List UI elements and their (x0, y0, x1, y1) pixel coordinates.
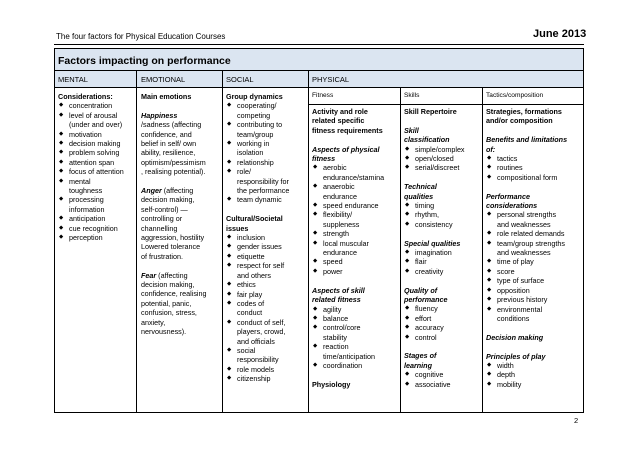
list-item (404, 257, 481, 266)
cultural-list (226, 233, 307, 384)
list-item-text: ◆ aerobic (323, 163, 347, 173)
text-line: fitness requirements (312, 125, 383, 135)
list-item (486, 229, 582, 238)
text-line: of: (486, 144, 496, 154)
list-item-text: ◆ timing (415, 201, 435, 211)
list-item (404, 323, 481, 332)
list-item (58, 195, 135, 214)
list-item (312, 305, 399, 314)
list-item-text: ◆ personal strengths (497, 210, 557, 220)
list-item-text: and weaknesses (497, 219, 551, 229)
list-item (404, 267, 481, 276)
document-date: June 2013 (533, 28, 587, 40)
list-item (404, 210, 481, 219)
list-item-text: ◆ agility (323, 304, 342, 314)
skill-fitness-list (312, 305, 399, 371)
list-item-text: ◆ score (497, 266, 515, 276)
stages-list (404, 370, 481, 389)
benefits-list (486, 154, 582, 182)
principles-heading: Principles of play (486, 351, 546, 361)
list-item-text: ◆ cooperating/ (237, 101, 277, 111)
text-line: Technical (404, 182, 437, 192)
list-item (312, 323, 399, 342)
text-line: Activity and role (312, 107, 368, 116)
text-line: confidence, and (141, 129, 192, 139)
physical-fitness-list (312, 163, 399, 276)
skill-classification-heading (404, 126, 481, 145)
subheader-skills: Skills (404, 92, 420, 99)
list-item (486, 173, 582, 182)
list-item-text: ◆ citizenship (237, 374, 271, 384)
subheader-fitness: Fitness (312, 92, 334, 99)
column-divider (482, 88, 483, 412)
subheader-tactics: Tactics/composition (486, 92, 544, 99)
list-item (486, 267, 582, 276)
list-item-text: ◆ working in (237, 139, 270, 149)
text-line: Skill (404, 125, 419, 135)
text-line: anxiety, (141, 317, 166, 327)
list-item (486, 286, 582, 295)
list-item-text: competing (237, 110, 271, 120)
list-item-text: ◆ inclusion (237, 233, 265, 243)
list-item (486, 361, 582, 370)
quality-heading (404, 286, 481, 305)
list-item-text: endurance/stamina (323, 172, 385, 182)
category-emotional: EMOTIONAL (141, 75, 186, 84)
list-item-text: ◆ problem solving (69, 148, 120, 158)
list-item-text: players, crowd, (237, 327, 286, 337)
fear-title: Fear (141, 270, 157, 280)
list-item-text: ◆ decision making (69, 139, 121, 149)
emotional-column (141, 92, 221, 337)
list-item-text: ◆ environmental (497, 304, 543, 314)
list-item-text: ◆ control (415, 332, 437, 342)
list-item (226, 139, 307, 158)
mental-heading: Considerations: (58, 92, 113, 101)
text-line: issues (226, 223, 249, 233)
list-item-text: ◆ speed (323, 257, 343, 267)
text-line: and/or composition (486, 116, 553, 126)
mental-list (58, 101, 135, 242)
list-item-text: ◆ compositional form (497, 172, 558, 182)
list-item-text: toughness (69, 186, 103, 196)
list-item-text: and weaknesses (497, 248, 551, 258)
text-line: of frustration. (141, 251, 183, 261)
list-item-text: ◆ depth (497, 370, 515, 380)
category-mental: MENTAL (58, 75, 88, 84)
mental-column (58, 92, 135, 243)
list-item (404, 333, 481, 342)
list-item (486, 257, 582, 266)
fear-line: Fear (affecting (141, 270, 188, 280)
page-number: 2 (574, 416, 579, 425)
list-item (58, 130, 135, 139)
benefits-heading (486, 135, 582, 154)
text-line: ability, resilience, (141, 148, 196, 158)
list-item-text: ◆ cue recognition (69, 223, 118, 233)
fear-description (141, 280, 221, 336)
text-line: aggression, hostility (141, 233, 205, 243)
text-line: considerations (486, 201, 538, 211)
list-item-text: ◆ etiquette (237, 251, 265, 261)
list-item-text: ◆ accuracy (415, 323, 444, 333)
list-item (226, 261, 307, 280)
list-item (226, 158, 307, 167)
special-qualities-list (404, 248, 481, 276)
list-item (312, 342, 399, 361)
list-item (226, 318, 307, 346)
text-line: performance (404, 295, 448, 305)
considerations-list (486, 210, 582, 323)
table-title: Factors impacting on performance (55, 49, 583, 71)
group-dynamics-heading: Group dynamics (226, 92, 283, 101)
fitness-column (312, 107, 399, 389)
physiology-heading: Physiology (312, 379, 351, 389)
subheader-divider (308, 104, 583, 105)
skills-column (404, 107, 481, 389)
list-item-text: ◆ time of play (497, 257, 534, 267)
list-item-text: ◆ rhythm, (415, 210, 439, 220)
list-item-text: information (69, 204, 105, 214)
list-item (312, 182, 399, 201)
text-line: belief in self/ own (141, 139, 197, 149)
list-item-text: the performance (237, 186, 290, 196)
text-line: Strategies, formations (486, 107, 562, 116)
strategies-heading (486, 107, 582, 126)
list-item-text: ◆ concentration (69, 101, 113, 111)
list-item-text: ◆ mental (69, 176, 91, 186)
list-item-text: responsibility (237, 355, 279, 365)
list-item (486, 305, 582, 324)
list-item-text: ◆ flexibility/ (323, 210, 353, 220)
list-item (58, 148, 135, 157)
list-item (226, 290, 307, 299)
text-line: self-control) — (141, 204, 188, 214)
list-item-text: ◆ opposition (497, 285, 530, 295)
list-item (312, 267, 399, 276)
list-item (58, 139, 135, 148)
list-item-text: ◆ imagination (415, 248, 452, 258)
category-social: SOCIAL (226, 75, 254, 84)
list-item-text: conduct (237, 308, 263, 318)
text-line: Cultural/Societal (226, 214, 283, 224)
list-item-text: ◆ open/closed (415, 154, 454, 164)
special-qualities-heading: Special qualities (404, 238, 461, 248)
list-item-text: ◆ simple/complex (415, 144, 465, 154)
text-line: /sadness (affecting (141, 120, 202, 130)
list-item (58, 233, 135, 242)
list-item-text: ◆ cognitive (415, 370, 444, 380)
list-item-text: ◆ role related demands (497, 229, 565, 239)
emotional-heading: Main emotions (141, 92, 192, 101)
list-item (58, 167, 135, 176)
list-item (226, 346, 307, 365)
fitness-heading (312, 107, 399, 135)
physical-fitness-heading (312, 145, 399, 164)
list-item-text: suppleness (323, 219, 360, 229)
list-item (312, 229, 399, 238)
column-divider (136, 71, 137, 412)
course-title: The four factors for Physical Education Courses (56, 32, 226, 41)
list-item-text: ◆ speed endurance (323, 201, 379, 211)
list-item (486, 380, 582, 389)
list-item-text: and others (237, 270, 271, 280)
list-item-text: stability (323, 332, 347, 342)
list-item (58, 101, 135, 110)
technical-qualities-list (404, 201, 481, 229)
list-item-text: ◆ codes of (237, 298, 265, 308)
list-item (486, 276, 582, 285)
list-item (226, 242, 307, 251)
list-item-text: ◆ anaerobic (323, 182, 355, 192)
list-item (58, 111, 135, 130)
tactics-column (486, 107, 582, 389)
list-item-text: ◆ motivation (69, 129, 102, 139)
list-item (226, 365, 307, 374)
anger-description (141, 195, 221, 261)
list-item-text: ◆ power (323, 266, 343, 276)
list-item (58, 214, 135, 223)
list-item-text: endurance (323, 191, 357, 201)
list-item-text: ◆ previous history (497, 295, 548, 305)
text-line: Stages of (404, 351, 437, 361)
list-item (312, 239, 399, 258)
list-item (486, 239, 582, 258)
list-item-text: responsibility for (237, 176, 289, 186)
text-line: Aspects of physical (312, 144, 380, 154)
list-item (226, 101, 307, 120)
list-item (404, 314, 481, 323)
list-item (404, 145, 481, 154)
text-line: Quality of (404, 285, 438, 295)
text-line: , realising potential). (141, 167, 206, 177)
principles-list (486, 361, 582, 389)
skill-repertoire-heading: Skill Repertoire (404, 107, 457, 116)
column-divider (222, 71, 223, 412)
text-line: Performance (486, 191, 530, 201)
text-line: decision making, (141, 195, 195, 205)
list-item-text: ◆ focus of attention (69, 167, 124, 177)
technical-qualities-heading (404, 182, 481, 201)
list-item (58, 158, 135, 167)
list-item (486, 210, 582, 229)
list-item-text: ◆ routines (497, 163, 523, 173)
list-item-text: ◆ strength (323, 229, 349, 239)
list-item-text: ◆ processing (69, 195, 104, 205)
list-item-text: ◆ balance (323, 313, 349, 323)
list-item-text: time/anticipation (323, 351, 375, 361)
list-item-text: ◆ fluency (415, 304, 438, 314)
list-item (486, 163, 582, 172)
list-item (404, 380, 481, 389)
list-item-text: conditions (497, 313, 530, 323)
list-item-text: ◆ contributing to (237, 120, 283, 130)
list-item-text: ◆ role models (237, 364, 275, 374)
header-rule (54, 44, 584, 45)
list-item (486, 154, 582, 163)
list-item-text: ◆ serial/discreet (415, 163, 460, 173)
list-item-text: ◆ respect for self (237, 261, 285, 271)
list-item (226, 233, 307, 242)
happiness-description (141, 120, 221, 176)
list-item (404, 201, 481, 210)
list-item-text: team/group (237, 129, 274, 139)
list-item (226, 252, 307, 261)
column-divider (400, 88, 401, 412)
list-item (404, 220, 481, 229)
list-item (404, 304, 481, 313)
list-item-text: ◆ width (497, 360, 514, 370)
list-item (404, 154, 481, 163)
list-item-text: ◆ team/group strengths (497, 238, 565, 248)
text-line: fitness (312, 154, 336, 164)
list-item-text: ◆ associative (415, 379, 451, 389)
list-item-text: ◆ level of arousal (69, 110, 118, 120)
list-item-text: and officials (237, 336, 275, 346)
text-line: qualities (404, 191, 434, 201)
skill-fitness-heading (312, 286, 399, 305)
list-item-text: ◆ type of surface (497, 276, 545, 286)
list-item (226, 299, 307, 318)
list-item-text: ◆ social (237, 345, 256, 355)
list-item-text: ◆ ethics (237, 280, 256, 290)
list-item (58, 177, 135, 196)
considerations-heading (486, 192, 582, 211)
list-item-text: isolation (237, 148, 264, 158)
text-line: related fitness (312, 295, 361, 305)
list-item-text: ◆ tactics (497, 154, 518, 164)
text-line: decision making, (141, 280, 195, 290)
quality-list (404, 304, 481, 342)
text-line: potential, panic, (141, 298, 192, 308)
list-item-text: ◆ consistency (415, 219, 453, 229)
list-item (486, 295, 582, 304)
stages-heading (404, 351, 481, 370)
list-item (226, 167, 307, 195)
list-item-text: ◆ role/ (237, 167, 251, 177)
list-item (226, 120, 307, 139)
text-line: optimism/pessimism (141, 157, 206, 167)
list-item (226, 280, 307, 289)
list-item (404, 370, 481, 379)
list-item-text: ◆ gender issues (237, 242, 282, 252)
list-item-text: ◆ local muscular (323, 238, 369, 248)
text-line: Lowered tolerance (141, 242, 201, 252)
list-item-text: ◆ creativity (415, 266, 444, 276)
list-item (312, 210, 399, 229)
list-item (312, 257, 399, 266)
list-item-text: ◆ team dynamic (237, 195, 282, 205)
cultural-heading (226, 214, 307, 233)
list-item-text: ◆ fair play (237, 289, 263, 299)
list-item (486, 370, 582, 379)
list-item (312, 361, 399, 370)
list-item-text: ◆ control/core (323, 323, 361, 333)
happiness-title: Happiness (141, 110, 178, 120)
text-line: channelling (141, 223, 178, 233)
list-item-text: ◆ conduct of self, (237, 317, 286, 327)
list-item-text: (under and over) (69, 120, 123, 130)
category-physical: PHYSICAL (312, 75, 350, 84)
category-row (55, 71, 583, 88)
text-line: confusion, stress, (141, 308, 197, 318)
list-item-text: endurance (323, 248, 357, 258)
anger-title: Anger (141, 186, 162, 196)
list-item (226, 195, 307, 204)
text-line: learning (404, 360, 432, 370)
list-item-text: ◆ relationship (237, 157, 274, 167)
list-item-text: ◆ mobility (497, 379, 522, 389)
list-item (404, 248, 481, 257)
list-item (312, 314, 399, 323)
list-item-text: ◆ coordination (323, 360, 363, 370)
text-line: confidence, realising (141, 289, 207, 299)
social-column (226, 92, 307, 384)
column-divider (308, 71, 309, 412)
list-item-text: ◆ reaction (323, 342, 349, 352)
list-item (312, 163, 399, 182)
text-line: classification (404, 135, 450, 145)
text-line: nervousness). (141, 327, 187, 337)
list-item-text: ◆ flair (415, 257, 427, 267)
text-line: Aspects of skill (312, 285, 365, 295)
factors-table (54, 48, 584, 413)
list-item (226, 374, 307, 383)
skill-classification-list (404, 145, 481, 173)
list-item-text: ◆ anticipation (69, 214, 106, 224)
list-item-text: ◆ attention span (69, 157, 115, 167)
text-line: Benefits and limitations (486, 135, 568, 145)
text-line: related specific (312, 116, 365, 126)
list-item-text: ◆ effort (415, 313, 432, 323)
list-item (58, 224, 135, 233)
anger-line: Anger (affecting (141, 186, 194, 196)
group-dynamics-list (226, 101, 307, 204)
list-item-text: ◆ perception (69, 233, 103, 243)
decision-making-heading: Decision making (486, 332, 544, 342)
list-item (404, 163, 481, 172)
text-line: controlling or (141, 214, 183, 224)
list-item (312, 201, 399, 210)
